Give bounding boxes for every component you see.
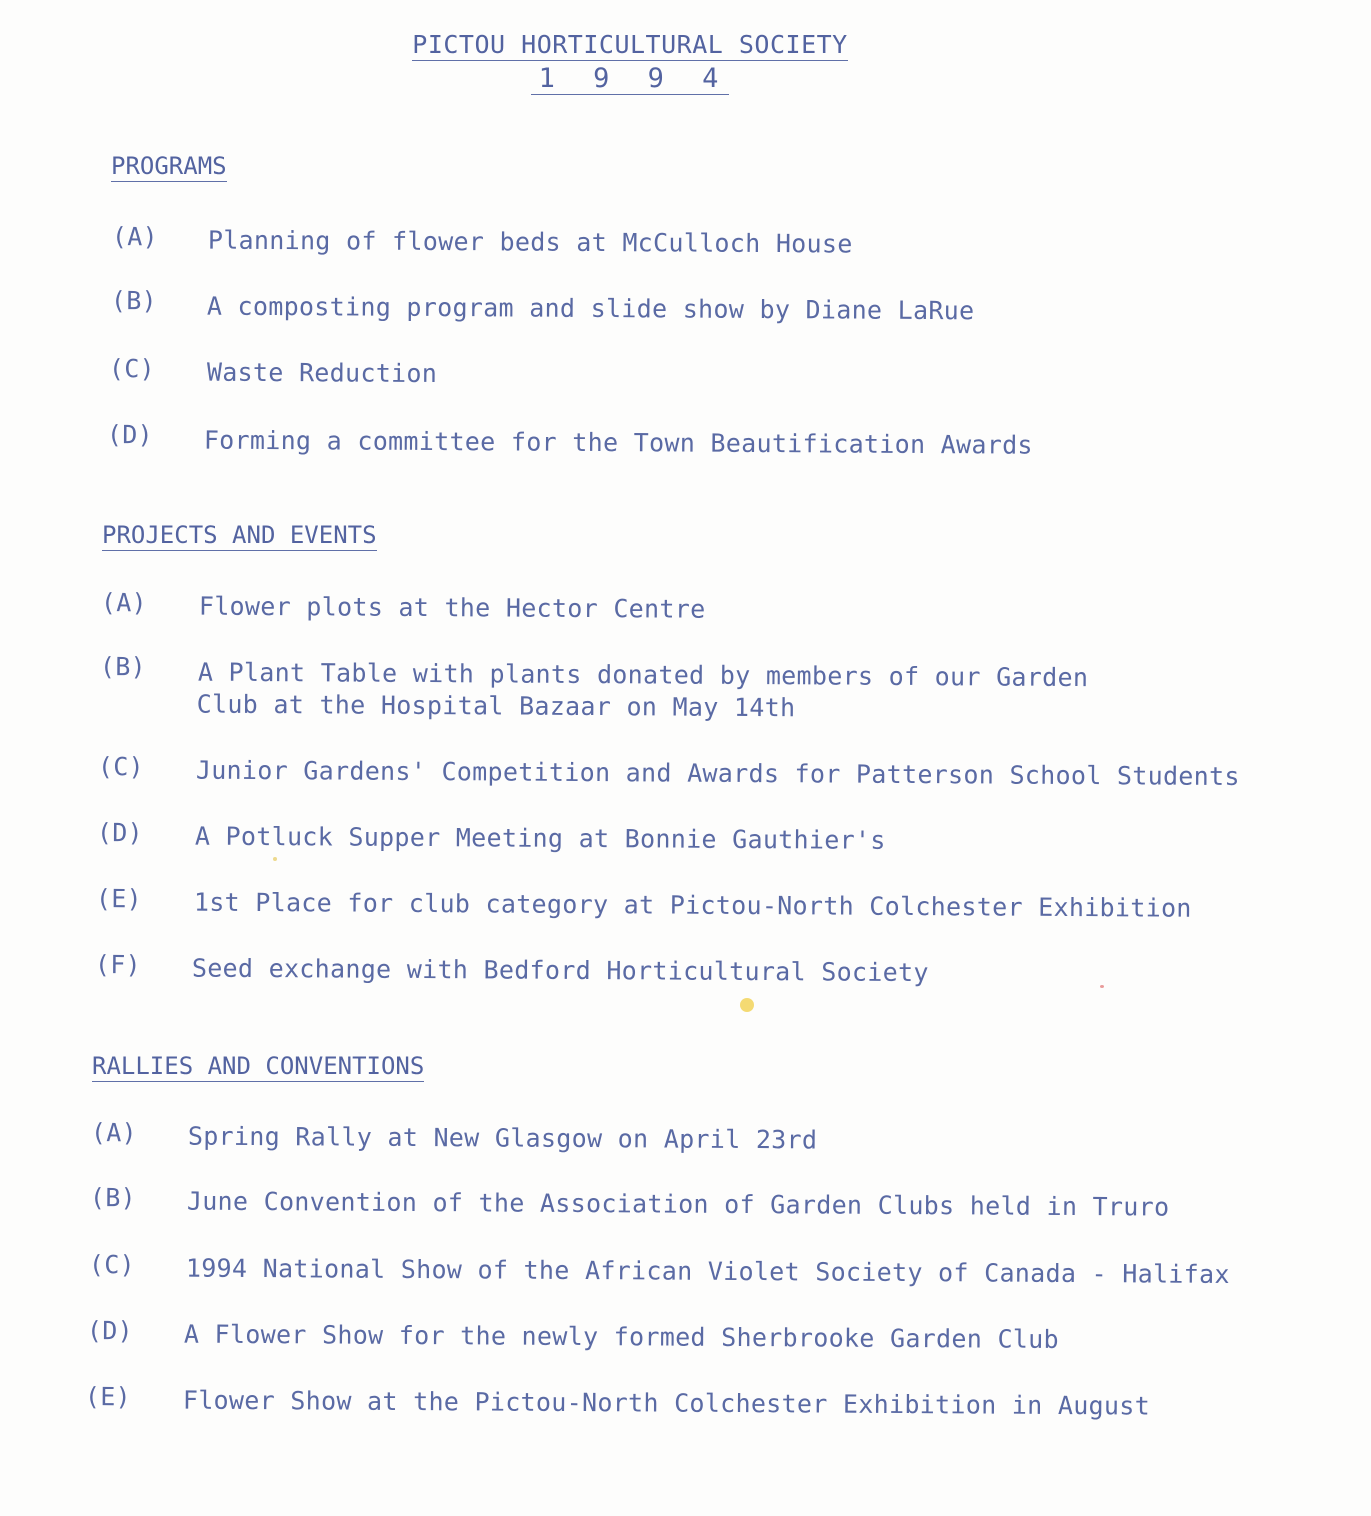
item-letter: (D) [86,1316,134,1346]
item-text: Flower Show at the Pictou-North Colchester Exhibition in August [182,1385,1151,1421]
programs-heading: PROGRAMS [111,152,227,180]
item-letter: (C) [97,752,145,782]
item-text: A Flower Show for the newly formed Sherbrooke Garden Club [183,1319,1059,1354]
item-text: 1994 National Show of the African Violet Society of Canada - Halifax [185,1253,1230,1289]
item-text: Planning of flower beds at McCulloch House [207,225,853,259]
title-block [395,30,865,95]
item-text: Waste Reduction [206,357,438,389]
item-letter: (F) [94,950,142,980]
item-letter: (D) [106,420,154,450]
item-text: A Plant Table with plants donated by members of our Garden [197,657,1089,693]
item-letter: (C) [108,354,156,384]
item-text: Seed exchange with Bedford Horticultural Society [191,953,929,988]
projects-heading: PROJECTS AND EVENTS [102,521,377,549]
item-text: June Convention of the Association of Garden Clubs held in Truro [186,1186,1170,1222]
item-letter: (A) [100,588,148,618]
yellow-speck [273,857,277,861]
rallies-heading: RALLIES AND CONVENTIONS [92,1052,425,1080]
item-letter: (A) [90,1118,138,1148]
item-letter: (D) [96,818,144,848]
item-text: A composting program and slide show by Diane LaRue [206,291,975,326]
item-letter: (E) [95,884,143,914]
red-speck [1100,985,1104,988]
item-letter: (B) [99,652,147,682]
item-text: Flower plots at the Hector Centre [198,591,706,624]
item-letter: (B) [110,286,158,316]
item-letter: (B) [89,1183,137,1213]
item-letter: (E) [84,1382,132,1412]
document-title: PICTOU HORTICULTURAL SOCIETY [412,30,848,59]
document-year: 1 9 9 4 [531,63,730,95]
item-text: 1st Place for club category at Pictou-North Colchester Exhibition [193,887,1192,923]
item-text: A Potluck Supper Meeting at Bonnie Gauthier's [194,821,886,855]
item-text: Spring Rally at New Glasgow on April 23rd [187,1121,818,1155]
item-text-continued: Club at the Hospital Bazaar on May 14th [196,689,796,723]
yellow-stain [740,998,754,1012]
item-letter: (C) [88,1250,136,1280]
item-text: Forming a committee for the Town Beautification Awards [203,425,1033,460]
item-letter: (A) [111,222,159,252]
item-text: Junior Gardens' Competition and Awards for Patterson School Students [195,755,1240,791]
